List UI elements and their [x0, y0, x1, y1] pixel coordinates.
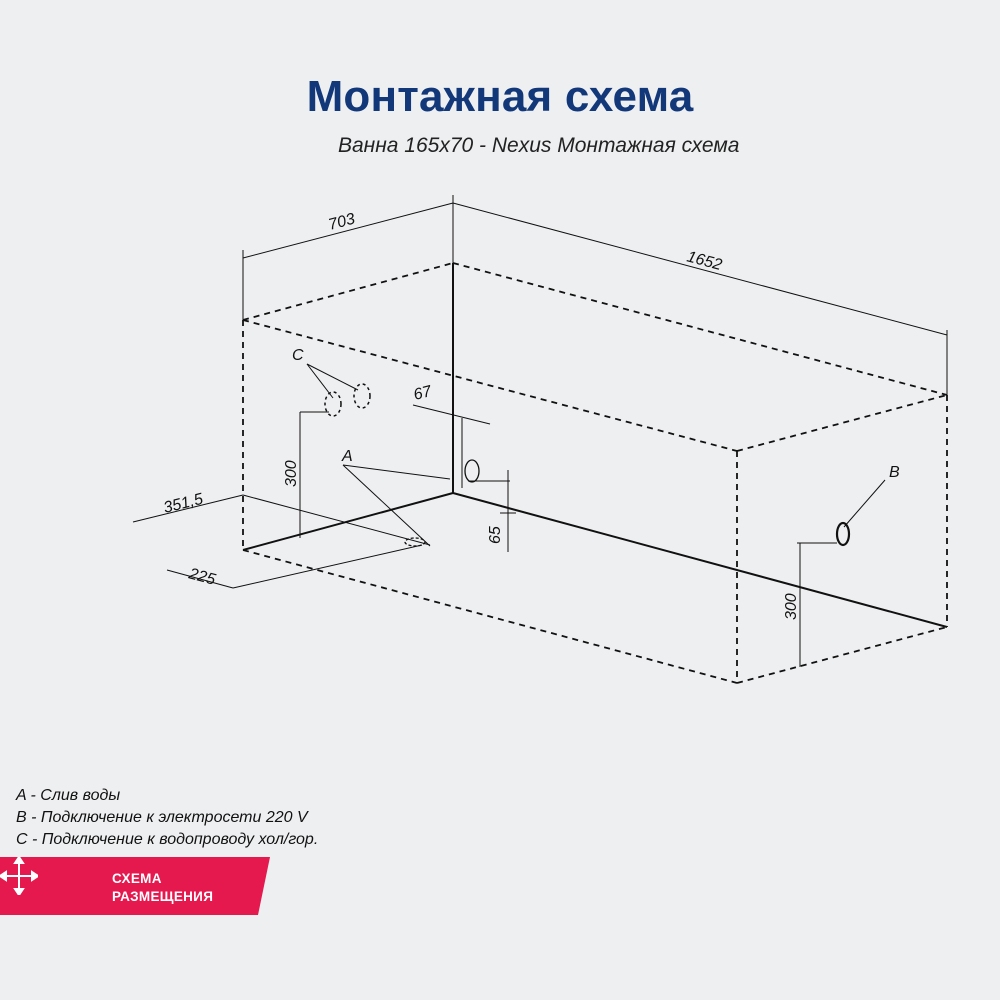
dimension-drain-x [133, 491, 430, 545]
page-subtitle: Ванна 165х70 - Nexus Монтажная схема [338, 134, 740, 157]
dimension-drain-y [167, 545, 422, 589]
placement-scheme-badge [0, 857, 270, 915]
badge-line-1: СХЕМА [112, 871, 162, 886]
bathtub-box-outline [243, 263, 947, 683]
dimension-width-label: 703 [326, 210, 357, 234]
legend-item-c: C - Подключение к водопроводу хол/гор. [16, 831, 319, 848]
electric-connection-b [783, 464, 900, 667]
dimension-length [453, 203, 947, 395]
legend [16, 785, 318, 851]
dimension-drain-height-label: 65 [487, 526, 504, 544]
legend-item-b: B - Подключение к электросети 220 V [16, 809, 308, 826]
dimension-drain-x-label: 351,5 [161, 490, 205, 517]
page-title: Монтажная схема [306, 72, 694, 121]
legend-item-a: A - Слив воды [16, 787, 121, 804]
dimension-length-label: 1652 [684, 248, 724, 275]
drain-a [341, 448, 450, 546]
dimension-electric-height-label: 300 [783, 593, 800, 620]
label-c: C [292, 347, 304, 364]
dimension-width [243, 195, 453, 320]
label-b: B [889, 464, 900, 481]
label-a: A [342, 448, 353, 465]
dimension-water-height-label: 300 [283, 460, 300, 487]
dimension-drain-y-label: 225 [186, 565, 218, 589]
dimension-drain-side [412, 383, 516, 552]
badge-line-2: РАЗМЕЩЕНИЯ [112, 889, 214, 904]
dimension-drain-side-label: 67 [411, 383, 434, 404]
move-arrows-icon [0, 857, 38, 895]
